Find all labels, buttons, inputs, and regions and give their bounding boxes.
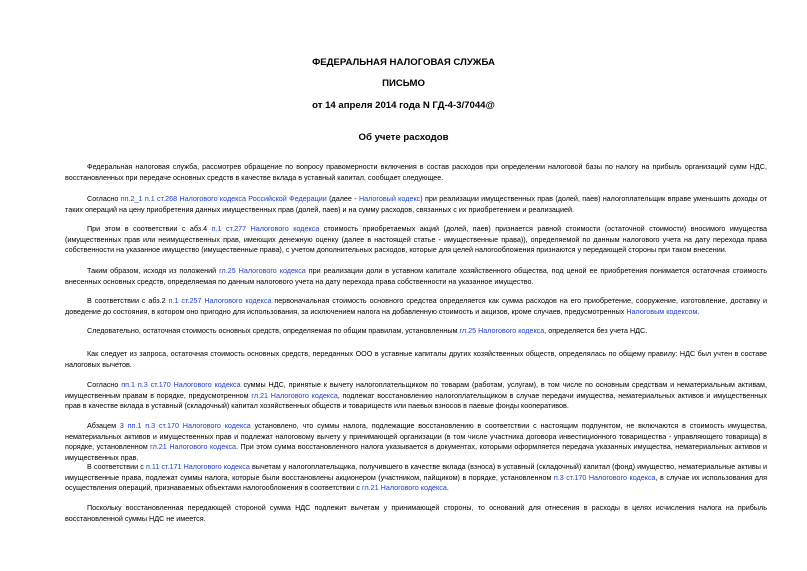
- paragraph: [65, 380, 767, 412]
- paragraph-text: первоначальная стоимость основного средства определяется как сумма расходов на его приобретение, сооружение, изготовление, доставку и доведение до состояния, в котором оно пригодно для использования, за исключением налога на добавленную стоимость и акцизов, кроме случаев, предусмотренных: [65, 296, 767, 316]
- paragraph-text: .: [446, 483, 449, 493]
- paragraph-text: Поскольку восстановленная передающей стороной сумма НДС подлежит вычетам у принимающей стороны, то оснований для отнесения в расходы в целях исчисления налога на прибыль восстановленной суммы НДС не имеется.: [65, 503, 767, 523]
- law-reference-link[interactable]: гл.21 Налогового кодекса: [150, 442, 237, 452]
- paragraph-text: , определяется без учета НДС.: [544, 326, 648, 335]
- law-reference-link[interactable]: 3 пп.1 п.3 ст.170 Налогового кодекса: [119, 421, 251, 430]
- paragraph: [65, 266, 767, 287]
- law-reference-link[interactable]: Налоговый кодекс: [358, 194, 421, 203]
- paragraph: [65, 462, 767, 494]
- law-reference-link[interactable]: гл.25 Налогового кодекса: [459, 326, 545, 335]
- paragraph-text: Согласно: [87, 194, 121, 203]
- law-reference-link[interactable]: п.1 ст.277 Налогового кодекса: [211, 224, 320, 233]
- paragraph: [65, 296, 767, 317]
- paragraph-text: Как следует из запроса, остаточная стоимость основных средств, переданных ООО в уставные капиталы других хозяйственных обществ, определялась по общему правилу: НДС был учтен в составе налоговых вычетов.: [65, 349, 767, 369]
- law-reference-link[interactable]: гл.21 Налогового кодекса: [251, 390, 338, 400]
- paragraph-text: , подлежат восстановлению налогоплательщиком в случае передачи имущества, нематериальных активов и имущественных прав в качестве вклада в уставный (складочный) капитал хозяйственных обществ и товариществ или паевых взносов в паевые фонды кооперативов.: [65, 390, 767, 411]
- law-reference-link[interactable]: п.3 ст.170 Налогового кодекса: [553, 472, 656, 482]
- paragraph-text: суммы НДС, принятые к вычету налогоплательщиком по товарам (работам, услугам), в том числе по основным средствам и нематериальным активам, имущественным правам в порядке, предусмотренном: [65, 380, 767, 400]
- paragraph-text: установлено, что суммы налога, подлежащие восстановлению в соответствии с настоящим подпунктом, не включаются в стоимость имущества, нематериальных активов и имущественных прав и подлежат налоговому вычету у принимающей организации (в том числе участника договора инвестиционного товарищества - управляющего товарища) в порядке, установленном: [65, 421, 767, 452]
- paragraph-text: ) при реализации имущественных прав (долей, паев) налогоплательщик вправе уменьшить доходы от таких операций на цену приобретения данных имущественных прав (долей, паев) и на сумму расходов, связанных с их приобретением и реализацией.: [65, 194, 767, 214]
- paragraph-text: , в случае их использования для осуществления операций, признаваемых объектами налогообложения в соответствии с: [65, 472, 767, 493]
- paragraph: [65, 349, 767, 370]
- law-reference-link[interactable]: Налоговым кодексом: [626, 306, 698, 316]
- paragraph: [65, 224, 767, 256]
- paragraph-text: Таким образом, исходя из положений: [87, 266, 220, 275]
- paragraph: [65, 162, 767, 183]
- law-reference-link[interactable]: п.11 ст.171 Налогового кодекса: [145, 462, 250, 471]
- paragraph: [65, 326, 767, 337]
- paragraph-text: при реализации доли в уставном капитале хозяйственного общества, под ценой ее приобретения понимается остаточная стоимость внесенных основных средств, определяемая по данным налогового учета на дату перехода права собственности на указанное имущество.: [65, 266, 767, 286]
- law-reference-link[interactable]: гл.21 Налогового кодекса: [362, 483, 447, 493]
- paragraph: [65, 503, 767, 524]
- paragraph-text: . При этом сумма восстановленного налога указывается в документах, которыми оформляется передача указанных имущества, нематериальных активов и имущественных прав.: [65, 442, 767, 462]
- paragraph-text: Согласно: [87, 380, 122, 389]
- paragraph-text: Следовательно, остаточная стоимость основных средств, определяемая по общим правилам, установленным: [87, 326, 460, 335]
- document-date-number: от 14 апреля 2014 года N ГД-4-3/7044@: [312, 100, 495, 111]
- law-reference-link[interactable]: пп.2_1 п.1 ст.268 Налогового кодекса Российской Федерации: [120, 194, 327, 203]
- paragraph-text: В соответствии с: [87, 462, 146, 471]
- paragraph-text: .: [697, 306, 700, 316]
- paragraph-text: стоимость приобретаемых акций (долей, паев) признается равной стоимости (остаточной стоимости) вносимого имущества (имущественных прав или неимущественных прав, имеющих денежную оценку (далее в настоящей статье - имущественные права)), определяемой по данным налогового учета на дату перехода права собственности на указанное имущество (имущественные права), с учетом дополнительных расходов, которые для целей налогообложения признаются у передающей стороны при таком внесении.: [65, 224, 767, 255]
- document-subject: Об учете расходов: [358, 132, 449, 143]
- paragraph-text: вычетам у налогоплательщика, получившего в качестве вклада (взноса) в уставный (складочный) капитал (фонд) имущество, нематериальные активы и имущественные права, подлежат суммы налога, которые были восстановлены акционером (участником, пайщиком) в порядке, установленном: [65, 462, 768, 482]
- agency-title: ФЕДЕРАЛЬНАЯ НАЛОГОВАЯ СЛУЖБА: [312, 57, 495, 68]
- law-reference-link[interactable]: гл.25 Налогового кодекса: [219, 266, 306, 275]
- paragraph: [65, 194, 767, 215]
- law-reference-link[interactable]: п.1 ст.257 Налогового кодекса: [168, 296, 272, 305]
- document-type: ПИСЬМО: [382, 78, 425, 89]
- paragraph-text: (далее -: [326, 194, 359, 203]
- paragraph-text: При этом в соответствии с абз.4: [87, 224, 212, 233]
- paragraph-text: В соответствии с абз.2: [87, 296, 169, 305]
- paragraph: [65, 421, 767, 463]
- law-reference-link[interactable]: пп.1 п.3 ст.170 Налогового кодекса: [121, 380, 241, 389]
- paragraph-text: Абзацем: [87, 421, 120, 430]
- paragraph-text: Федеральная налоговая служба, рассмотрев обращение по вопросу правомерности включения в состав расходов при определении налоговой базы по налогу на прибыль организаций сумм НДС, восстановленных при передаче основных средств в качестве вклада в уставный капитал, сообщает следующее.: [65, 162, 767, 182]
